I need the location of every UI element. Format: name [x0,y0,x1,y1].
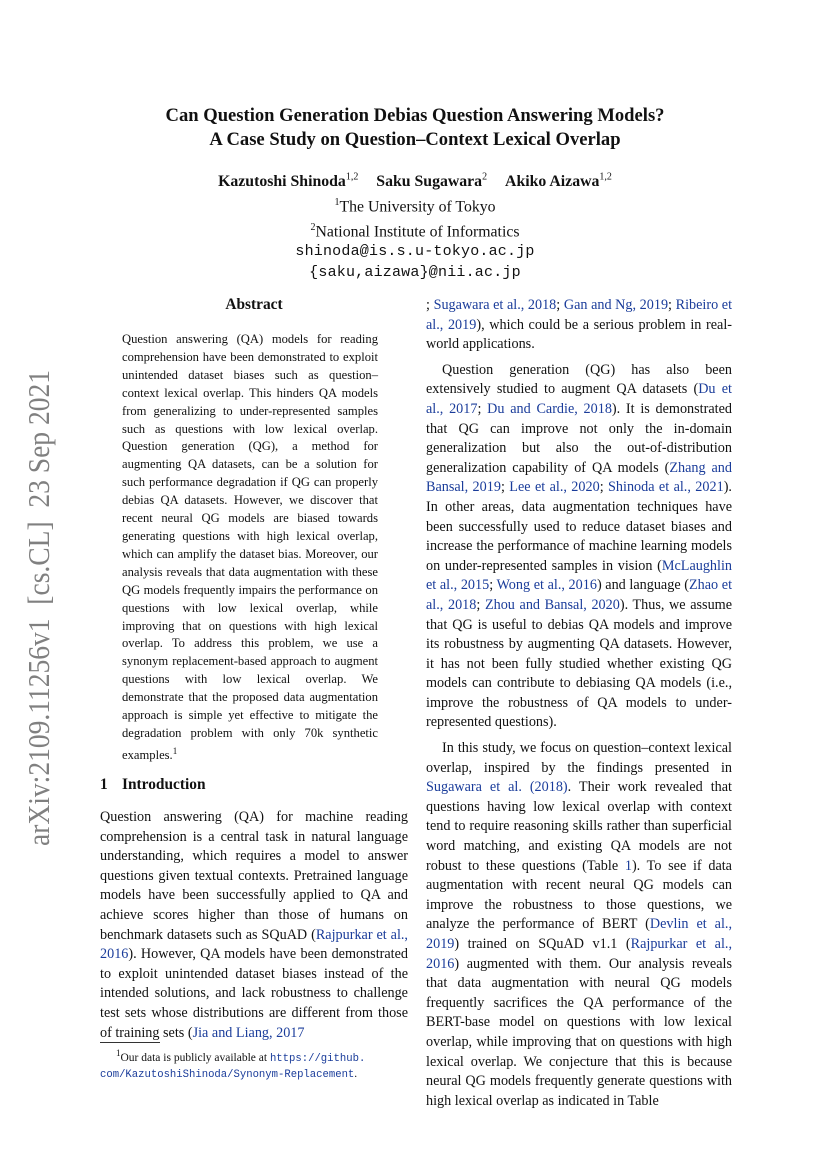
author-block [100,168,730,283]
author-name: Saku Sugawara [376,173,483,191]
citation-link[interactable]: Zhang and Bansal, 2019 [426,459,732,496]
citation-link[interactable]: Jia and Liang, 2017 [192,1024,305,1041]
citation-link[interactable]: Zhao et al., 2018 [426,577,733,613]
text-run: ; [476,596,485,613]
footnote-url-1[interactable]: https://github. [269,1052,366,1065]
intro-paragraph-3 [426,739,732,1111]
author-3 [505,173,612,190]
citation-link[interactable]: Wong et al., 2016 [496,577,597,594]
citation-link[interactable]: Sugawara et al., 2018 [433,297,557,313]
intro-column-right [426,296,732,1111]
citation-link[interactable]: Sugawara et al. (2018) [426,779,568,796]
citation-link[interactable]: Rajpurkar et al., 2016 [100,926,408,963]
author-name: Akiko Aizawa [505,173,600,191]
title-line-1: Can Question Generation Debias Question Answering Models? [165,105,665,126]
citation-link[interactable]: Devlin et al., 2019 [426,916,732,952]
abstract-text: Question answering (QA) models for reading comprehension have been demonstrated to exploit unintended dataset biases such as question–context lexical overlap. This hinders QA models from generalizing to under-represented samples such as questions with low lexical overlap. Question generation (QG), a method for augmenting QA datasets, can be a solution for such performance degradation if QG can properly debias QA datasets. However, we discover that recent neural QG models are biased towards generating questions with high lexical overlap, which can amplify the dataset bias. Moreover, our analysis reveals that data augmentation with these QG models frequently impairs the performance on questions with low lexical overlap, while improving that on questions with high lexical overlap. To address this problem, we use a synonym replacement-based approach to augment questions with low lexical overlap. We demonstrate that the proposed data augmentation approach is simple yet effective to mitigate the degradation problem with only 70k synthetic examples. [122,332,378,763]
arxiv-stamp-text: arXiv:2109.11256v1 [cs.CL] 23 Sep 2021 [22,368,56,846]
text-run: ; [426,297,434,313]
text-run: . Their work revealed that questions having low lexical overlap with context tend to require reasoning skills rather than superficial word matching, and existing QA models are not robust to these questions (Table [426,779,732,874]
citation-link[interactable]: Lee et al., 2020 [509,479,600,496]
text-run: ). In other areas, data augmentation techniques have been successfully used to reduce dataset biases and increase the performance of machine learning models on under-represented samples in vision ( [426,479,732,574]
footnote-rule [100,1042,160,1043]
author-2 [376,173,487,190]
affil-num: 1 [334,196,340,208]
text-run: ) trained on SQuAD v1.1 ( [454,936,631,952]
paper-title [100,104,730,152]
citation-link[interactable]: Du and Cardie, 2018 [487,400,612,417]
text-run: ). Thus, we assume that QG is useful to debias QA models and improve its robustness by augmenting QA datasets. However, it has not been fully studied whether existing QG models can contribute to debiasing QA models (i.e., improve the robustness of QA models to under-represented questions). [426,596,733,731]
text-run: ; [489,577,497,594]
footnote-end: . [354,1068,358,1081]
text-run: Question generation (QG) has also been extensively studied to augment QA datasets ( [426,361,732,398]
author-affil: 1,2 [345,172,359,183]
author-affil: 1,2 [599,172,612,183]
abstract-heading: Abstract [225,296,283,313]
citation-link[interactable]: Rajpurkar et al., 2016 [426,936,732,972]
arxiv-stamp [16,368,60,848]
abstract-body [122,331,378,765]
text-run: ; [668,297,676,313]
arxiv-stamp-svg [16,368,60,848]
intro-column-left [100,808,408,1043]
citation-link[interactable]: Ribeiro et al., 2019 [426,297,733,333]
author-affil: 2 [482,172,488,183]
section-number: 1 [100,776,108,793]
citation-link[interactable]: Gan and Ng, 2019 [563,297,669,313]
author-names [100,168,730,193]
intro-paragraph-1-continued [426,296,732,355]
email-1: shinoda@is.s.u-tokyo.ac.jp [295,243,535,261]
footnote-url-2[interactable]: com/KazutoshiShinoda/Synonym-Replacement [100,1069,355,1082]
author-name: Kazutoshi Shinoda [218,173,346,191]
text-run: ; [477,400,488,417]
affil-num: 2 [310,221,316,233]
text-run: ). It is demonstrated that QG can improve not only the in-domain generalization but also the out-of-distribution generalization capability of QA models ( [426,400,732,476]
footnote [100,1046,408,1084]
text-run: ) augmented with them. Our analysis reveals that data augmentation with neural QG models frequently sacrifices the QA performance of the BERT-base model on questions with low lexical overlap, while improving that on questions with high lexical overlap. We conjecture that this is because neural QG models frequently generate questions with high lexical overlap as indicated in Table [426,955,732,1109]
text-run: ). However, QA models have been demonstrated to exploit unintended dataset biases instead of the intended solutions, and lack robustness to challenge test sets whose distributions are different from those of training sets ( [100,946,408,1041]
table-ref-link[interactable]: 1 [624,857,632,874]
affiliation-2 [100,218,730,243]
section-title: Introduction [122,776,206,793]
footnote-mark: 1 [172,745,178,756]
footnote-number: 1 [116,1048,121,1058]
email-2: {saku,aizawa}@nii.ac.jp [309,263,521,281]
intro-paragraph-1 [100,808,408,1043]
citation-link[interactable]: McLaughlin et al., 2015 [426,557,732,594]
text-run: ). To see if data augmentation with recent neural QG models can improve the robustness to those questions, we analyze the performance of BERT ( [426,857,732,933]
affil-name: National Institute of Informatics [315,222,520,240]
affil-name: The University of Tokyo [339,198,496,216]
text-run: ; [556,297,564,313]
text-run: ), which could be a serious problem in real-world applications. [426,316,732,353]
intro-paragraph-2 [426,361,732,733]
text-run: In this study, we focus on question–context lexical overlap, inspired by the findings presented in [426,740,732,776]
citation-link[interactable]: Zhou and Bansal, 2020 [484,596,620,613]
text-run: ; [500,479,510,496]
citation-link[interactable]: Shinoda et al., 2021 [608,479,724,496]
author-1 [218,173,358,190]
text-run: ) and language ( [596,577,689,594]
text-run: Question answering (QA) for machine reading comprehension is a central task in natural language understanding, which requires a model to answer questions given textual contexts. Pretrained language models have been successfully applied to QA and achieve scores higher than those of humans on benchmark datasets such as SQuAD ( [100,809,408,943]
affiliation-1 [100,193,730,218]
text-run: ; [599,479,609,496]
footnote-text: Our data is publicly available at [120,1051,270,1064]
citation-link[interactable]: Du et al., 2017 [426,381,732,417]
title-line-2: A Case Study on Question–Context Lexical Overlap [209,129,621,150]
section-heading-introduction [100,776,206,794]
